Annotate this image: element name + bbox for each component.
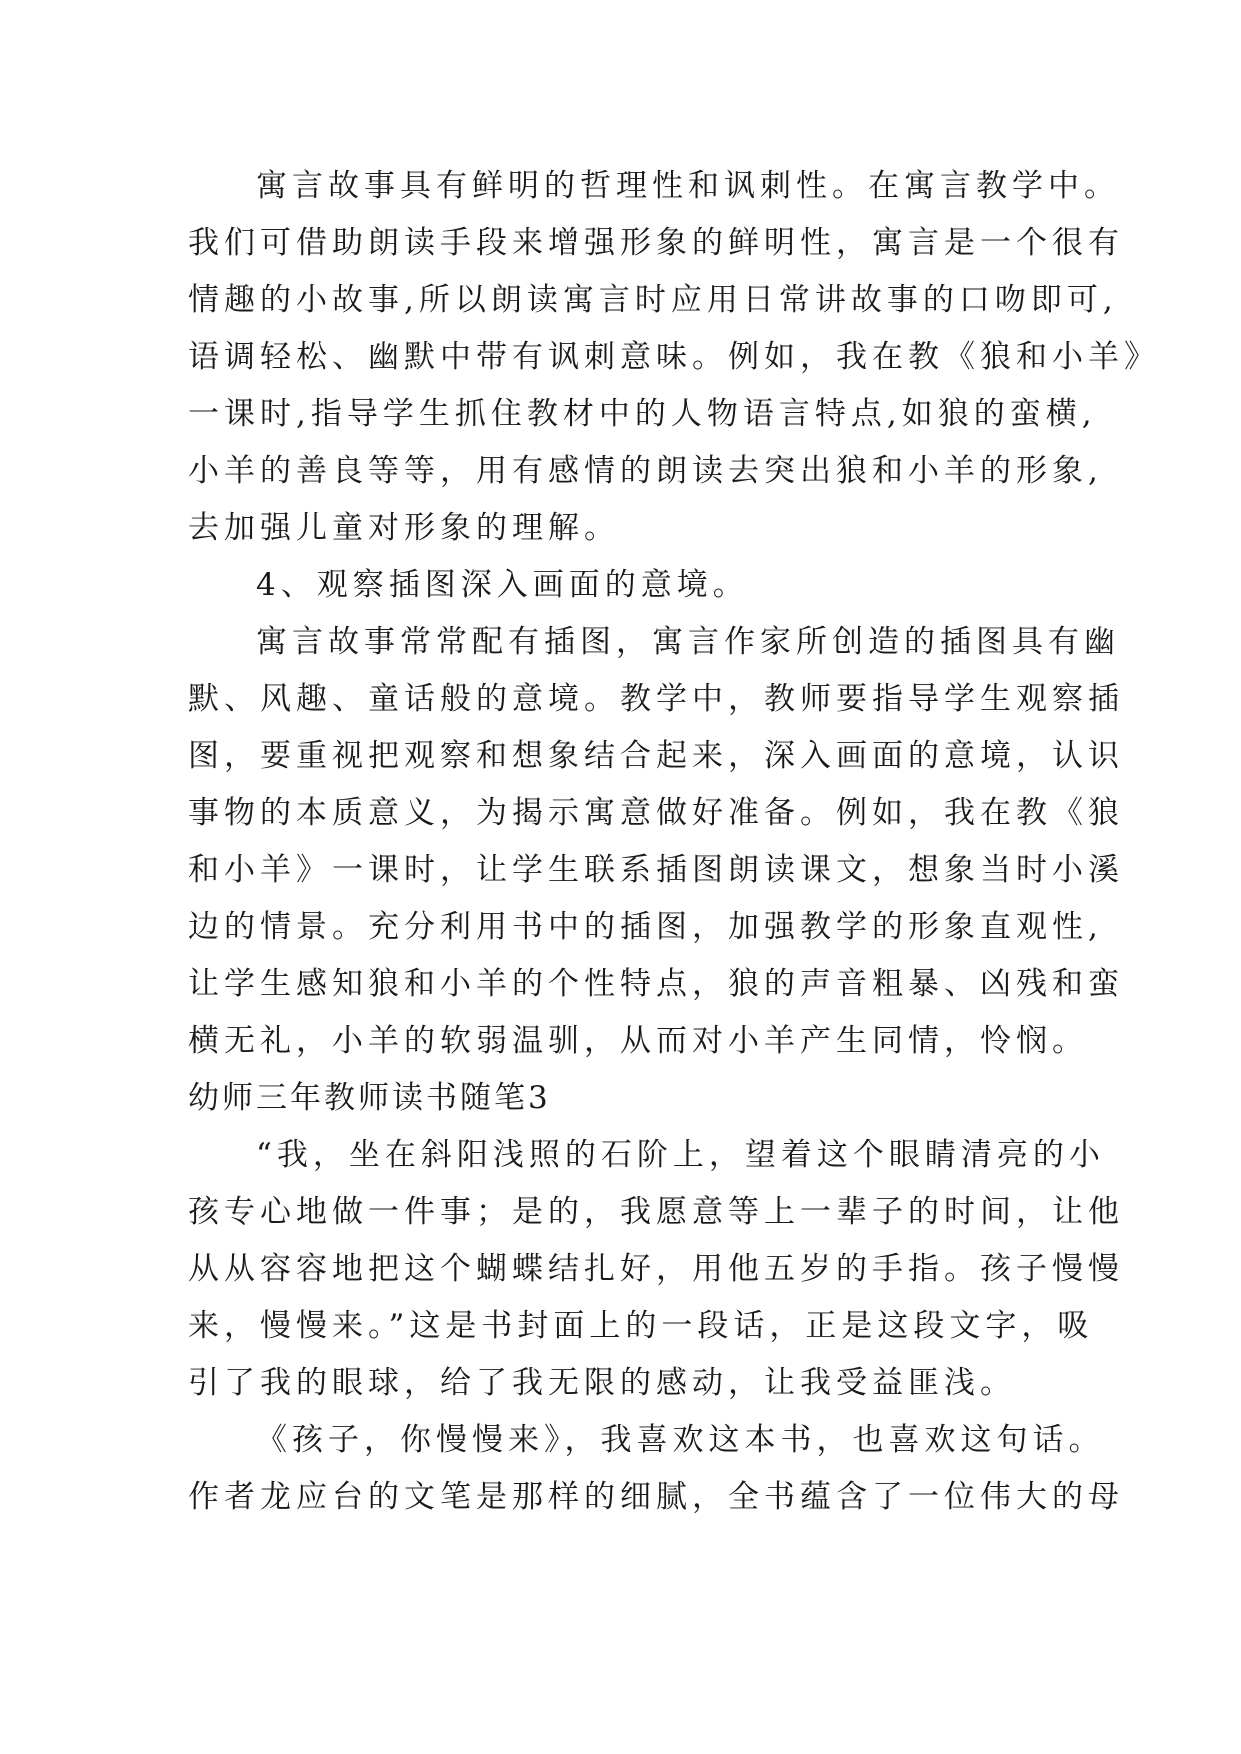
paragraph-line: 一课时,指导学生抓住教材中的人物语言特点,如狼的蛮横, bbox=[188, 396, 1097, 432]
paragraph-line: 情趣的小故事,所以朗读寓言时应用日常讲故事的口吻即可, bbox=[188, 282, 1118, 318]
paragraph-line: 寓言故事常常配有插图，寓言作家所创造的插图具有幽 bbox=[256, 624, 1120, 660]
paragraph-line: 引了我的眼球，给了我无限的感动，让我受益匪浅。 bbox=[188, 1365, 1016, 1401]
paragraph-line: 去加强儿童对形象的理解。 bbox=[188, 510, 620, 546]
paragraph-line: 作者龙应台的文笔是那样的细腻，全书蕴含了一位伟大的母 bbox=[188, 1479, 1124, 1515]
paragraph-line: 《孩子，你慢慢来》，我喜欢这本书，也喜欢这句话。 bbox=[256, 1422, 1105, 1458]
paragraph-line: 从从容容地把这个蝴蝶结扎好，用他五岁的手指。孩子慢慢 bbox=[188, 1251, 1124, 1287]
paragraph-line: 来，慢慢来。”这是书封面上的一段话，正是这段文字，吸 bbox=[188, 1308, 1094, 1344]
paragraph-line: 和小羊》一课时，让学生联系插图朗读课文，想象当时小溪 bbox=[188, 852, 1124, 888]
paragraph-line: 我们可借助朗读手段来增强形象的鲜明性，寓言是一个很有 bbox=[188, 225, 1124, 261]
paragraph-line: 让学生感知狼和小羊的个性特点，狼的声音粗暴、凶残和蛮 bbox=[188, 966, 1124, 1002]
paragraph-line: 语调轻松、幽默中带有讽刺意味。例如，我在教《狼和小羊》 bbox=[188, 339, 1160, 375]
paragraph-line: 小羊的善良等等，用有感情的朗读去突出狼和小羊的形象, bbox=[188, 453, 1103, 489]
paragraph-line: 孩专心地做一件事；是的，我愿意等上一辈子的时间，让他 bbox=[188, 1194, 1124, 1230]
document-body bbox=[188, 158, 1160, 1526]
paragraph-line: 图，要重视把观察和想象结合起来，深入画面的意境，认识 bbox=[188, 738, 1124, 774]
paragraph-line: 默、风趣、童话般的意境。教学中，教师要指导学生观察插 bbox=[188, 681, 1124, 717]
paragraph-line: 横无礼，小羊的软弱温驯，从而对小羊产生同情，怜悯。 bbox=[188, 1023, 1088, 1059]
section-heading: 4、观察插图深入画面的意境。 bbox=[256, 567, 749, 603]
paragraph-line: 边的情景。充分利用书中的插图，加强教学的形象直观性, bbox=[188, 909, 1103, 945]
paragraph-line: 寓言故事具有鲜明的哲理性和讽刺性。在寓言教学中。 bbox=[256, 168, 1120, 204]
article-title: 幼师三年教师读书随笔3 bbox=[188, 1080, 551, 1116]
paragraph-line: “我，坐在斜阳浅照的石阶上，望着这个眼睛清亮的小 bbox=[256, 1137, 1105, 1173]
paragraph-line: 事物的本质意义，为揭示寓意做好准备。例如，我在教《狼 bbox=[188, 795, 1124, 831]
